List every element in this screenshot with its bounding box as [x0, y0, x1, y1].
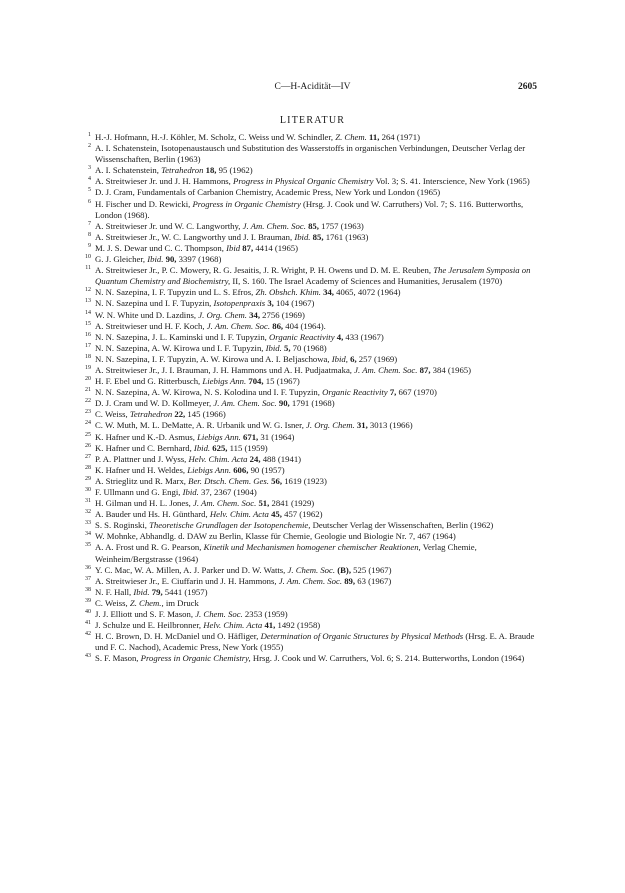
reference-entry [85, 476, 547, 487]
reference-text-segment: J. Org. Chem. [198, 309, 247, 320]
reference-text-segment: J. Chem. Soc. [195, 609, 243, 620]
reference-text-segment: J. Am. Chem. Soc. [206, 320, 271, 331]
reference-text-segment: J. J. Elliott und S. F. Mason, [95, 609, 196, 620]
reference-text-segment: Vol. 3; S. 41. Interscience, New York (1965) [373, 176, 530, 187]
reference-text-segment: Liebigs Ann. [187, 464, 232, 475]
reference-text-segment: 85, [312, 231, 324, 242]
reference-text-segment: 5441 (1957) [162, 586, 208, 597]
reference-text-segment: 70 (1968) [290, 342, 327, 353]
reference-text-segment: K. Hafner und H. Weldes, [95, 464, 188, 475]
page-number: 2605 [518, 82, 537, 92]
reference-entry [85, 143, 547, 165]
reference-text-segment: H. F. Ebel und G. Ritterbusch, [95, 376, 203, 387]
reference-text-segment: im Druck [163, 597, 199, 608]
reference-text-segment: 3013 (1966) [367, 420, 413, 431]
reference-entry [85, 298, 547, 309]
reference-text-segment: 115 (1959) [227, 442, 268, 453]
reference-text-segment: Deutscher Verlag der Wissenschaften, Berlin (1962) [310, 520, 494, 531]
reference-text-segment: J. Am. Chem. Soc. [213, 398, 277, 409]
reference-number: 21 [85, 387, 91, 394]
reference-text-segment: N. N. Sazepina, J. L. Kaminski und I. F. Tupyzin, [95, 331, 270, 342]
reference-text-segment: Ibid. [147, 254, 164, 265]
reference-text-segment: 704, [248, 376, 264, 387]
reference-number: 23 [85, 409, 91, 416]
reference-text-segment: S. F. Mason, [95, 653, 141, 664]
reference-entry [85, 432, 547, 443]
reference-text-segment: D. J. Cram und W. D. Kollmeyer, [95, 398, 214, 409]
reference-entry [85, 387, 547, 398]
reference-entry [85, 509, 547, 520]
reference-text-segment: 1619 (1923) [282, 475, 327, 486]
reference-text-segment: 45, [271, 509, 282, 520]
reference-text-segment: J. Am. Chem. Soc. [242, 220, 306, 231]
reference-text-segment: F. Ullmann und G. Engi, [95, 487, 183, 497]
reference-text-segment: (B), [337, 564, 351, 575]
section-title: LITERATUR [279, 115, 346, 126]
reference-text-segment: 22, [174, 409, 186, 420]
reference-text-segment: 56, [271, 475, 283, 486]
reference-text-segment: N. N. Sazepina, I. F. Tupyzin und L. S. Efros, [95, 287, 256, 298]
reference-text-segment: Progress in Organic Chemistry [192, 198, 301, 209]
reference-number: 11 [85, 265, 91, 272]
reference-text-segment: Ibid. [182, 487, 199, 497]
reference-text-segment: 606, [233, 464, 249, 475]
reference-text-segment: Z. Chem. [335, 132, 367, 142]
reference-text-segment: A. Streitwieser Jr., P. C. Mowery, R. G. Jesaitis, J. R. Wright, P. H. Owens und D. M. E. Reuben, [95, 265, 434, 276]
reference-text-segment: 15 (1967) [263, 376, 300, 387]
reference-number: 42 [85, 631, 91, 638]
reference-text-segment: Y. C. Mac, W. A. Millen, A. J. Parker und D. W. Watts, [95, 564, 288, 575]
reference-text-segment: A. Streitwieser und H. F. Koch, [95, 320, 207, 331]
reference-text-segment: Helv. Chim. Acta [209, 509, 269, 520]
reference-text-segment: K. Hafner und K.-D. Asmus, [95, 431, 198, 442]
reference-entry [85, 365, 547, 376]
reference-number: 29 [85, 475, 91, 482]
reference-entry [85, 487, 547, 498]
reference-text-segment: A. Streitwieser Jr., W. C. Langworthy und J. I. Brauman, [95, 231, 295, 242]
reference-number: 7 [88, 220, 91, 227]
reference-text-segment: N. N. Sazepina, I. F. Tupyzin, A. W. Kirowa und A. I. Beljaschowa, [95, 353, 332, 364]
reference-entry [85, 321, 547, 332]
reference-text-segment: Ibid. [133, 586, 150, 597]
reference-text-segment: J. Schulze und E. Heilbronner, [95, 620, 204, 631]
reference-text-segment: Ibid. [294, 231, 311, 242]
reference-entry [85, 243, 547, 254]
reference-number: 3 [88, 165, 91, 172]
reference-text-segment: (Hrsg. J. Cook und W. Carruthers) Vol. 7; S. 116. Butterworths, London (1968). [95, 198, 524, 220]
reference-number: 30 [85, 487, 91, 493]
reference-entry [85, 420, 547, 431]
reference-entry [85, 376, 547, 387]
reference-number: 37 [85, 575, 91, 582]
reference-entry [85, 620, 547, 631]
reference-text-segment: 34, [323, 287, 334, 298]
reference-text-segment: 104 (1967) [273, 298, 315, 309]
reference-text-segment: 31, [356, 420, 368, 431]
reference-text-segment: Ibid. [265, 342, 282, 353]
reference-text-segment: 86, [272, 320, 284, 331]
reference-number: 32 [85, 509, 91, 516]
reference-text-segment: 257 (1969) [356, 353, 398, 364]
reference-entry [85, 454, 547, 465]
reference-text-segment: 404 (1964). [283, 320, 326, 331]
reference-text-segment: 1757 (1963) [318, 220, 364, 231]
reference-text-segment: N. N. Sazepina, A. W. Kirowa und I. F. Tupyzin, [95, 342, 266, 353]
reference-number: 43 [85, 653, 91, 660]
reference-text-segment: P. A. Plattner und J. Wyss, [95, 453, 189, 464]
reference-text-segment: W. Mohnke, Abhandlg. d. DAW zu Berlin, Klasse für Chemie, Geologie und Biologie Nr. 7, 467 (1964) [95, 531, 456, 542]
reference-text-segment: II, S. 160. The Israel Academy of Sciences and Humanities, Jerusalem (1970) [230, 276, 503, 287]
reference-entry [85, 287, 547, 298]
reference-text-segment: Progress in Physical Organic Chemistry [233, 176, 374, 187]
reference-entry [85, 498, 547, 509]
reference-text-segment: Ibid. [193, 442, 211, 453]
reference-text-segment: 90, [165, 254, 177, 265]
reference-text-segment: 6, [350, 353, 357, 364]
reference-text-segment: 1492 (1958) [275, 620, 321, 631]
reference-text-segment: 7, [389, 387, 397, 398]
reference-text-segment: A. I. Schatenstein, Isotopenaustausch und Substitution des Wasserstoffs in organischen Verbindungen, Deutscher Verlag der Wissenschaften, Berlin (1963) [95, 143, 526, 165]
reference-number: 12 [85, 287, 91, 294]
reference-number: 24 [85, 420, 91, 427]
reference-number: 2 [88, 143, 91, 150]
reference-entry [85, 332, 547, 343]
reference-number: 13 [85, 298, 91, 305]
reference-text-segment: 2841 (1929) [269, 498, 315, 509]
reference-text-segment: Z. Chem., [129, 597, 164, 608]
reference-number: 18 [85, 353, 91, 360]
reference-number: 40 [85, 609, 91, 616]
reference-text-segment: 1761 (1963) [323, 231, 369, 242]
reference-text-segment: 31 (1964) [258, 431, 295, 442]
reference-text-segment: 87, [242, 242, 254, 253]
reference-number: 28 [85, 464, 91, 471]
reference-text-segment: N. N. Sazepina, A. W. Kirowa, N. S. Kolodina und I. F. Tupyzin, [95, 387, 323, 398]
reference-text-segment: 37, 2367 (1904) [198, 487, 257, 497]
reference-text-segment: G. J. Gleicher, [95, 254, 148, 265]
reference-number: 38 [85, 586, 91, 593]
reference-text-segment: Isotopenpraxis [213, 298, 266, 309]
reference-text-segment: 457 (1962) [281, 509, 323, 520]
reference-text-segment: 625, [212, 442, 228, 453]
reference-text-segment: C. W. Muth, M. L. DeMatte, A. R. Urbanik und W. G. Isner, [95, 420, 307, 431]
reference-text-segment: 51, [258, 498, 270, 509]
page-header [0, 82, 625, 96]
reference-number: 4 [88, 176, 91, 183]
reference-entry [85, 409, 547, 420]
reference-entry [85, 653, 547, 664]
reference-number: 1 [88, 132, 91, 138]
reference-text-segment: H. Fischer und D. Rewicki, [95, 198, 193, 209]
reference-text-segment: Ibid, [331, 353, 348, 364]
reference-text-segment: J. Am. Chem. Soc. [278, 575, 343, 586]
reference-number: 36 [85, 564, 91, 571]
reference-text-segment: Helv. Chim. Acta [188, 453, 248, 464]
reference-entry [85, 265, 547, 287]
reference-number: 41 [85, 620, 91, 627]
reference-text-segment: C. Weiss, [95, 597, 130, 608]
reference-text-segment: 90, [278, 398, 290, 409]
reference-text-segment: M. J. S. Dewar und C. C. Thompson, [95, 242, 227, 253]
reference-entry [85, 631, 547, 653]
reference-number: 16 [85, 331, 91, 338]
reference-text-segment: J. Org. Chem. [306, 420, 355, 431]
reference-number: 33 [85, 520, 91, 527]
reference-text-segment: 384 (1965) [430, 364, 472, 375]
reference-text-segment: 24, [249, 453, 261, 464]
reference-text-segment: 89, [344, 575, 356, 586]
reference-text-segment: A. I. Schatenstein, [95, 165, 162, 176]
reference-text-segment: C. Weiss, [95, 409, 130, 420]
reference-text-segment: A. Streitwieser Jr. und J. H. Hammons, [95, 176, 234, 187]
reference-text-segment: Organic Reactivity [269, 331, 335, 342]
reference-text-segment: W. N. White und D. Lazdins, [95, 309, 199, 320]
reference-entry [85, 598, 547, 609]
reference-number: 22 [85, 398, 91, 405]
reference-text-segment: 63 (1967) [355, 575, 392, 586]
reference-text-segment: A. Strieglitz und R. Marx, [95, 475, 189, 486]
reference-number: 31 [85, 498, 91, 505]
reference-text-segment: 667 (1970) [396, 387, 437, 398]
reference-text-segment: 18, [205, 165, 217, 176]
reference-entry [85, 354, 547, 365]
reference-text-segment: A. Bauder und Hs. H. Günthard, [95, 509, 210, 520]
reference-entry [85, 176, 547, 187]
reference-number: 8 [88, 231, 91, 238]
reference-text-segment: 3, [267, 298, 274, 309]
reference-entry [85, 587, 547, 598]
reference-text-segment: 145 (1966) [185, 409, 226, 420]
reference-text-segment: 90 (1957) [248, 464, 285, 475]
reference-text-segment: 525 (1967) [351, 564, 392, 575]
reference-entry [85, 165, 547, 176]
reference-text-segment: 4, [336, 331, 344, 342]
reference-entry [85, 232, 547, 243]
reference-text-segment: 488 (1941) [260, 453, 302, 464]
reference-text-segment: Theoretische Grundlagen der Isotopenchemie, [149, 520, 311, 531]
reference-text-segment: 671, [243, 431, 259, 442]
reference-number: 26 [85, 442, 91, 449]
reference-text-segment: N. F. Hall, [95, 586, 134, 597]
reference-text-segment: Tetrahedron [129, 409, 173, 420]
reference-entry [85, 132, 547, 143]
reference-text-segment: Liebigs Ann. [202, 376, 247, 387]
reference-text-segment: A. Streitwieser Jr., J. I. Brauman, J. H. Hammons und A. H. Pudjaatmaka, [95, 364, 355, 375]
reference-entry [85, 576, 547, 587]
reference-text-segment: Verlag Chemie, Weinheim/Bergstrasse (1964) [95, 542, 477, 564]
reference-text-segment: D. J. Cram, Fundamentals of Carbanion Chemistry, Academic Press, New York und London (1965) [95, 187, 441, 198]
reference-text-segment: Ber. Dtsch. Chem. Ges. [188, 475, 269, 486]
reference-number: 27 [85, 453, 91, 460]
reference-entry [85, 310, 547, 321]
reference-number: 17 [85, 342, 91, 349]
reference-text-segment: Kinetik und Mechanismen homogener chemischer Reaktionen, [203, 542, 421, 553]
reference-number: 15 [85, 320, 91, 327]
reference-entry [85, 443, 547, 454]
reference-text-segment: 79, [151, 586, 163, 597]
reference-text-segment: (Hrsg. E. A. Braude und F. C. Nachod), Academic Press, New York (1955) [95, 631, 535, 653]
reference-text-segment: A. A. Frost und R. G. Pearson, [95, 542, 204, 553]
reference-text-segment: Liebigs Ann. [197, 431, 241, 442]
reference-text-segment: Tetrahedron [161, 165, 204, 176]
reference-text-segment: 95 (1962) [216, 165, 253, 176]
reference-number: 10 [85, 254, 91, 261]
reference-text-segment: J. Am. Chem. Soc. [192, 498, 257, 509]
reference-text-segment: A. Streitwieser Jr., E. Ciuffarin und J. H. Hammons, [95, 575, 279, 586]
reference-text-segment: 5, [283, 342, 291, 353]
reference-number: 34 [85, 531, 91, 538]
reference-text-segment: 87, [419, 364, 431, 375]
reference-entry [85, 465, 547, 476]
reference-entry [85, 520, 547, 531]
reference-list [85, 132, 547, 665]
reference-entry [85, 609, 547, 620]
reference-entry [85, 398, 547, 409]
reference-number: 14 [85, 309, 91, 316]
reference-number: 25 [85, 431, 91, 438]
reference-text-segment: 85, [308, 220, 319, 231]
reference-number: 20 [85, 376, 91, 383]
reference-text-segment: J. Am. Chem. Soc. [354, 364, 418, 375]
reference-entry [85, 343, 547, 354]
reference-text-segment: Ibid [226, 242, 241, 253]
reference-text-segment: Progress in Organic Chemistry, [140, 653, 251, 664]
reference-text-segment: 2756 (1969) [259, 309, 305, 320]
reference-entry [85, 531, 547, 542]
reference-number: 35 [85, 542, 91, 549]
reference-text-segment: H. Gilman und H. L. Jones, [95, 498, 193, 509]
reference-entry [85, 221, 547, 232]
reference-text-segment: Organic Reactivity [322, 387, 388, 398]
reference-text-segment: 34, [249, 309, 260, 320]
reference-entry [85, 187, 547, 198]
reference-text-segment: 3397 (1968) [176, 254, 222, 265]
reference-text-segment: K. Hafner und C. Bernhard, [95, 442, 194, 453]
reference-number: 5 [88, 187, 91, 194]
reference-entry [85, 254, 547, 265]
running-head: C—H-Acidität—IV [274, 82, 351, 92]
reference-number: 19 [85, 364, 91, 371]
reference-text-segment: 41, [264, 620, 276, 631]
reference-entry [85, 199, 547, 221]
reference-text-segment: Helv. Chim. Acta [203, 620, 263, 631]
reference-number: 6 [88, 198, 91, 205]
reference-text-segment: 4065, 4072 (1964) [333, 287, 401, 298]
reference-number: 39 [85, 597, 91, 604]
reference-text-segment: The Jerusalem Symposia on Quantum Chemistry and Biochemistry, [95, 265, 531, 287]
reference-text-segment: Zh. Obshch. Khim. [255, 287, 321, 298]
reference-text-segment: Determination of Organic Structures by Physical Methods [260, 631, 464, 642]
reference-text-segment: S. S. Roginski, [95, 520, 150, 531]
reference-text-segment: A. Streitwieser Jr. und W. C. Langworthy, [95, 220, 243, 231]
reference-text-segment: H.-J. Hofmann, H.-J. Köhler, M. Scholz, C. Weiss und W. Schindler, [95, 132, 336, 142]
reference-text-segment: N. N. Sazepina und I. F. Tupyzin, [95, 298, 214, 309]
reference-text-segment: 264 (1971) [379, 132, 420, 142]
reference-text-segment: H. C. Brown, D. H. McDaniel und O. Häfliger, [95, 631, 261, 642]
reference-entry [85, 565, 547, 576]
reference-text-segment: 1791 (1968) [289, 398, 335, 409]
reference-text-segment: 2353 (1959) [242, 609, 288, 620]
reference-text-segment: Hrsg. J. Cook und W. Carruthers, Vol. 6; S. 214. Butterworths, London (1964) [250, 653, 525, 664]
reference-text-segment: 4414 (1965) [253, 242, 299, 253]
reference-text-segment: 433 (1967) [343, 331, 384, 342]
reference-number: 9 [88, 242, 91, 249]
reference-text-segment: 11, [369, 132, 380, 142]
reference-text-segment: J. Chem. Soc. [287, 564, 336, 575]
reference-entry [85, 542, 547, 564]
